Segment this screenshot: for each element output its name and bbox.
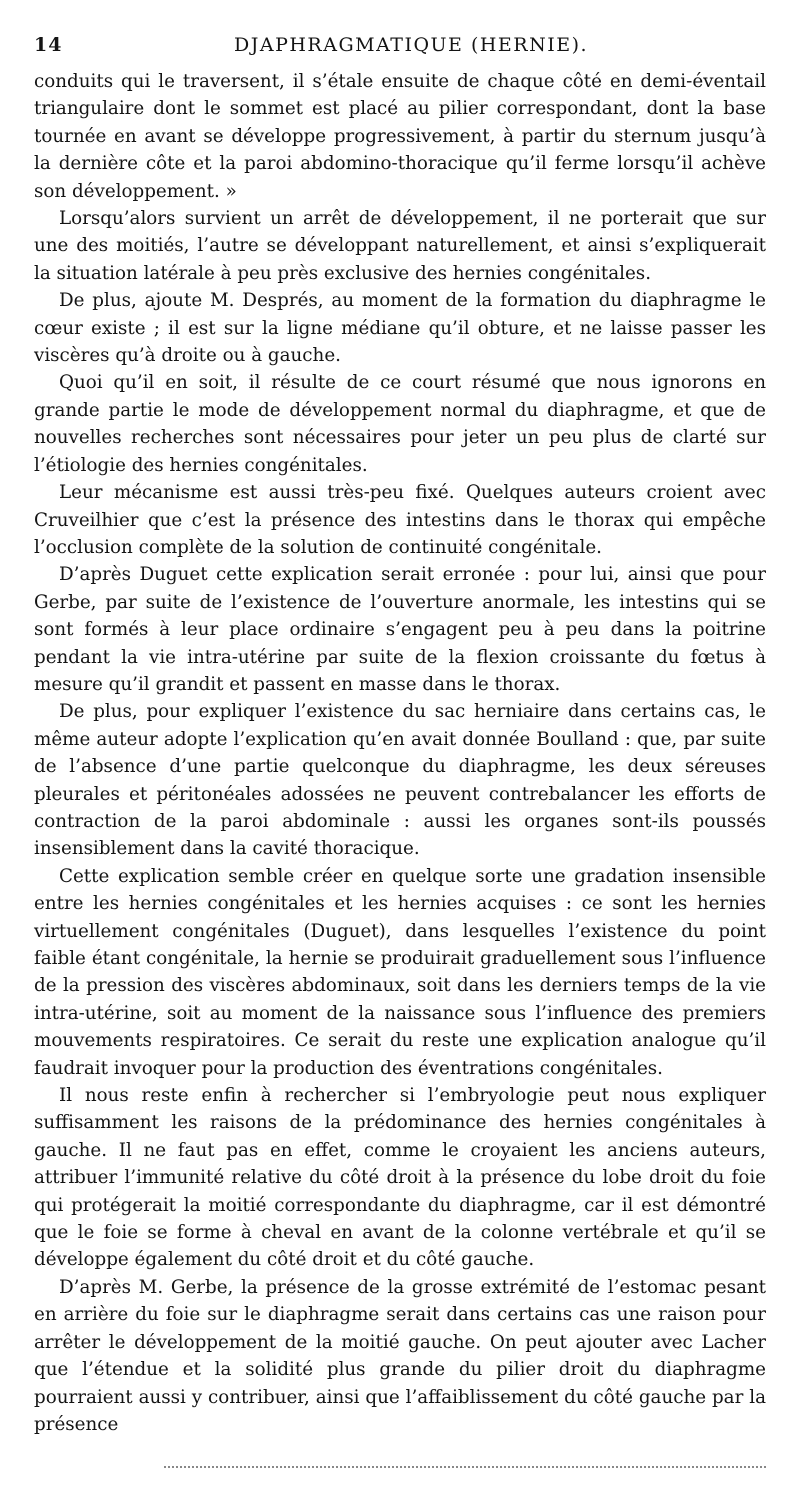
page-header <box>34 30 766 60</box>
book-page <box>34 30 766 1438</box>
paragraph-3: De plus, ajoute M. Després, au moment de la formation du diaphragme le cœur existe ; il est sur la ligne médiane qu’il obture, et ne laisse passer les viscères qu’à droite ou à gauche. <box>34 290 766 367</box>
paragraph-10: D’après M. Gerbe, la présence de la grosse extrémité de l’estomac pesant en arrière du foie sur le diaphragme serait dans certains cas une raison pour arrêter le développement de la moitié gauche. On peut ajouter avec Lacher que l’étendue et la solidité plus grande du pilier droit du diaphragme pourraient aussi y contribuer, ainsi que l’affaiblissement du côté gauche par la présence <box>34 1276 766 1435</box>
paragraph-2: Lorsqu’alors survient un arrêt de développement, il ne porterait que sur une des moitiés, l’autre se développant naturellement, et ainsi s’expliquerait la situation latérale à peu près exclusive des hernies congénitales. <box>34 208 766 284</box>
body-text <box>34 68 766 1438</box>
paragraph-6: D’après Duguet cette explication serait erronée : pour lui, ainsi que pour Gerbe, par suite de l’existence de l’ouverture anormale, les intestins qui se sont formés à leur place ordinaire s’engagent peu à peu dans la poitrine pendant la vie intra-utérine par suite de la flexion croissante du fœtus à mesure qu’il grandit et passent en masse dans le thorax. <box>34 564 766 695</box>
paragraph-1: conduits qui le traversent, il s’étale ensuite de chaque côté en demi-éventail triangulaire dont le sommet est placé au pilier correspondant, dont la base tournée en avant se développe progressivement, à partir du sternum jusqu’à la dernière côte et la paroi abdomino-thoracique qu’il ferme lorsqu’il achève son développement. » <box>34 71 766 202</box>
paragraph-8: Cette explication semble créer en quelque sorte une gradation insensible entre les hernies congénitales et les hernies acquises : ce sont les hernies virtuellement congénitales (Duguet), dans lesquelles l’existence du point faible étant congénitale, la hernie se produirait graduellement sous l’influence de la pression des viscères abdominaux, soit dans les derniers temps de la vie intra-utérine, soit au moment de la naissance sous l’influence des premiers mouvements respiratoires. Ce serait du reste une explication analogue qu’il faudrait invoquer pour la production des éventrations congénitales. <box>34 865 766 1079</box>
paragraph-4: Quoi qu’il en soit, il résulte de ce court résumé que nous ignorons en grande partie le mode de développement normal du diaphragme, et que de nouvelles recherches sont nécessaires pour jeter un peu plus de clarté sur l’étiologie des hernies congénitales. <box>34 372 766 476</box>
page-number: 14 <box>34 34 63 56</box>
footer-dotted-rule <box>164 1466 766 1470</box>
paragraph-5: Leur mécanisme est aussi très-peu fixé. Quelques auteurs croient avec Cruveilhier que c’est la présence des intestins dans le thorax qui empêche l’occlusion complète de la solution de continuité congénitale. <box>34 482 766 558</box>
paragraph-7: De plus, pour expliquer l’existence du sac herniaire dans certains cas, le même auteur adopte l’explication qu’en avait donnée Boulland : que, par suite de l’absence d’une partie quelconque du diaphragme, les deux séreuses pleurales et péritonéales adossées ne peuvent contrebalancer les efforts de contraction de la paroi abdominale : aussi les organes sont-ils poussés insensiblement dans la cavité thoracique. <box>34 701 766 860</box>
paragraph-9: Il nous reste enfin à rechercher si l’embryologie peut nous expliquer suffisamment les raisons de la prédominance des hernies congénitales à gauche. Il ne faut pas en effet, comme le croyaient les anciens auteurs, attribuer l’immunité relative du côté droit à la présence du lobe droit du foie qui protégerait la moitié correspondante du diaphragme, car il est démontré que le foie se forme à cheval en avant de la colonne vertébrale et qu’il se développe également du côté droit et du côté gauche. <box>34 1085 766 1271</box>
running-title: DJAPHRAGMATIQUE (HERNIE). <box>234 34 589 56</box>
